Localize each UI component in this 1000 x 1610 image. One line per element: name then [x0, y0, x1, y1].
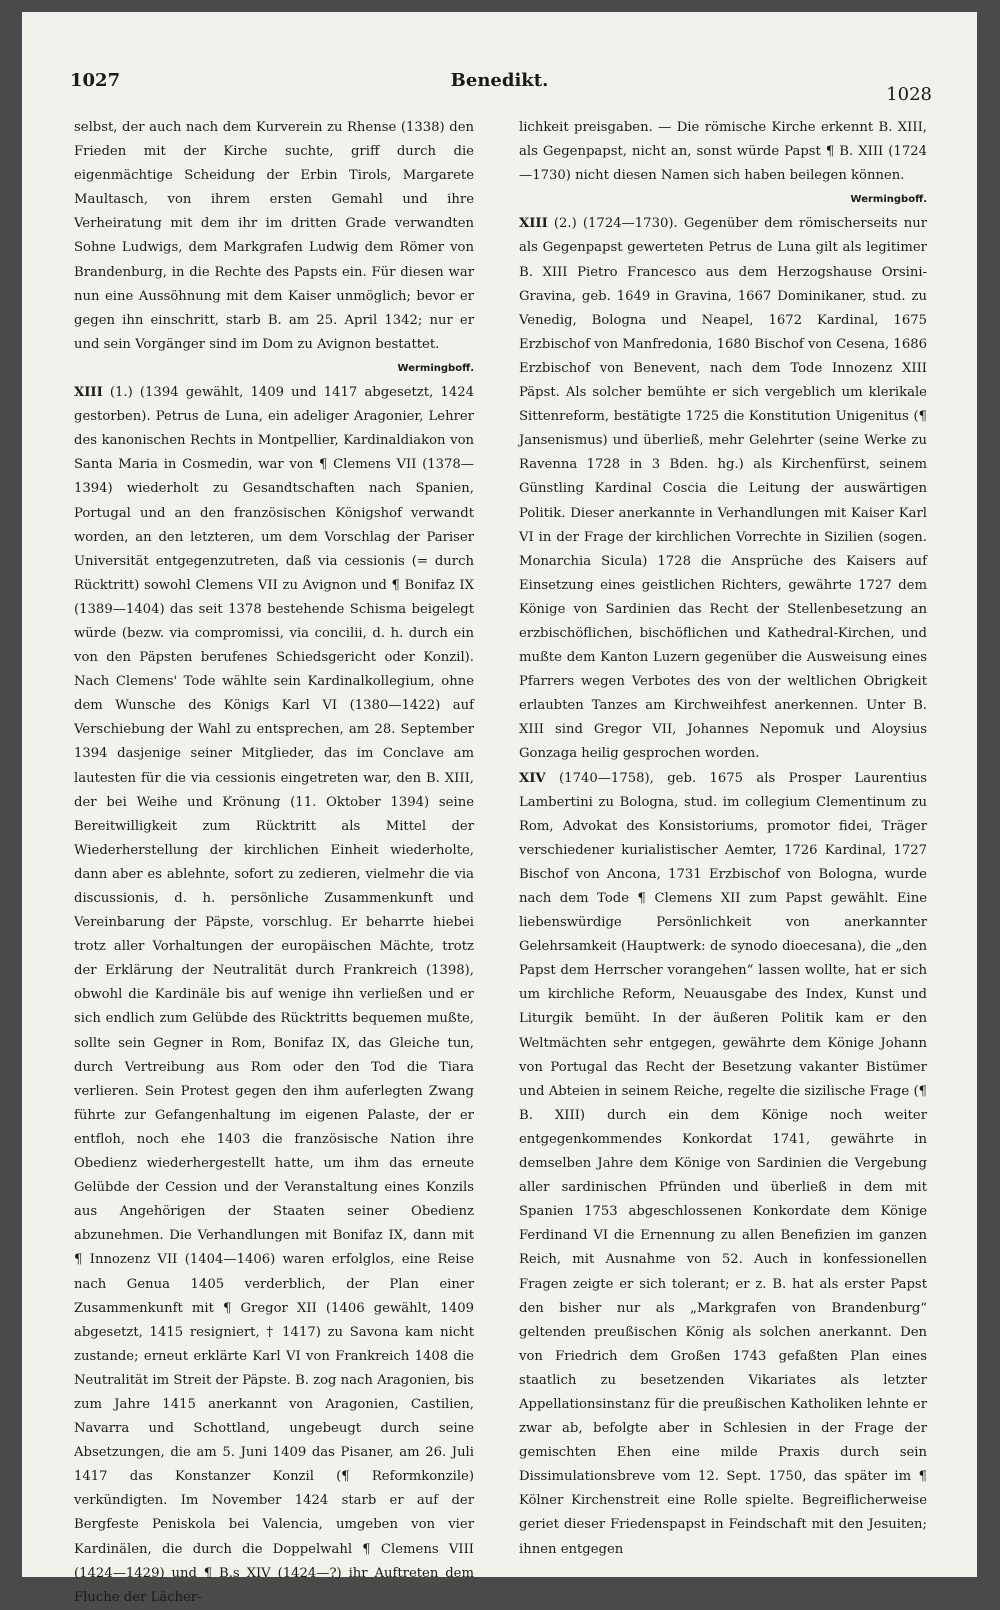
page-title: Benedikt. [450, 70, 549, 91]
paragraph-xiii-2 [519, 212, 927, 766]
entry-text: (1.) (1394 gewählt, 1409 und 1417 abgesetzt, 1424 gestorben). Petrus de Luna, ein adeliger Aragonier, Lehrer des kanonischen Rechts in Montpellier, Kardinaldiakon von Santa Maria in Cosmedin, war von ¶ Clemens VII (1378—1394) wiederholt zu Gesandtschaften nach Spanien, Portugal und an den französischen Königshof verwandt worden, an den letzteren, um dem Vorschlag der Pariser Universität entgegenzutreten, daß via cessionis (= durch Rücktritt) sowohl Clemens VII zu Avignon und ¶ Bonifaz IX (1389—1404) das seit 1378 bestehende Schisma beigelegt würde (bezw. via compromissi, via concilii, d. h. durch ein von den Päpsten berufenes Schiedsgericht oder Konzil). Nach Clemens' Tode wählte sein Kardinalkollegium, ohne dem Wunsche des Königs Karl VI (1380—1422) auf Verschiebung der Wahl zu entsprechen, am 28. September 1394 dasjenige seiner Mitglieder, das im Conclave am lautesten für die via cessionis eingetreten war, den B. XIII, der bei Weihe und Krönung (11. Oktober 1394) seine Bereitwilligkeit zum Rücktritt als Mittel der Wiederherstellung der kirchlichen Einheit wiederholte, dann aber es ablehnte, sofort zu zedieren, vielmehr die via discussionis, d. h. persönliche Zusammenkunft und Vereinbarung der Päpste, vorschlug. Er beharrte hiebei trotz aller Vorhaltungen der europäischen Mächte, trotz der Erklärung der Neutralität durch Frankreich (1398), obwohl die Kardinäle bis auf wenige ihn verließen und er sich endlich zum Gelübde des Rücktritts bequemen mußte, sollte sein Gegner in Rom, Bonifaz IX, das Gleiche tun, durch Vertreibung aus Rom oder den Tod die Tiara verlieren. Sein Protest gegen den ihm auferlegten Zwang führte zur Gefangenhaltung im eigenen Palaste, der er entfloh, noch ehe 1403 die französische Nation ihre Obedienz wiederhergestellt hatte, um ihm das erneute Gelübde der Cession und der Veranstaltung eines Konzils aus Angehörigen der Staaten seiner Obedienz abzunehmen. Die Verhandlungen mit Bonifaz IX, dann mit ¶ Innozenz VII (1404—1406) waren erfolglos, eine Reise nach Genua 1405 verderblich, der Plan einer Zusammenkunft mit ¶ Gregor XII (1406 gewählt, 1409 abgesetzt, 1415 resigniert, † 1417) zu Savona kam nicht zustande; erneut erklärte Karl VI von Frankreich 1408 die Neutralität im Streit der Päpste. B. zog nach Aragonien, bis zum Jahre 1415 anerkannt von Aragonien, Castilien, Navarra und Schottland, ungebeugt durch seine Absetzungen, die am 5. Juni 1409 das Pisaner, am 26. Juli 1417 das Konstanzer Konzil (¶ Reformkonzile) verkündigten. Im November 1424 starb er auf der Bergfeste Peniskola bei Valencia, umgeben von vier Kardinälen, die durch die Doppelwahl ¶ Clemens VIII (1424—1429) und ¶ B.s XIV (1424—?) ihr Auftreten dem Fluche der Lächer- [74, 385, 474, 1605]
entry-heading: XIV [519, 770, 546, 786]
entry-text: (2.) (1724—1730). Gegenüber dem römischerseits nur als Gegenpapst gewerteten Petrus de Luna gilt als legitimer B. XIII Pietro Francesco aus dem Herzogshause Orsini-Gravina, geb. 1649 in Gravina, 1667 Dominikaner, stud. zu Venedig, Bologna und Neapel, 1672 Kardinal, 1675 Erzbischof von Manfredonia, 1680 Bischof von Cesena, 1686 Erzbischof von Benevent, nach dem Tode Innozenz XIII Päpst. Als solcher bemühte er sich vergeblich um klerikale Sittenreform, bestätigte 1725 die Konstitution Unigenitus (¶ Jansenismus) und überließ, mehr Gelehrter (seine Werke zu Ravenna 1728 in 3 Bden. hg.) als Kirchenfürst, seinem Günstling Kardinal Coscia die Leitung der auswärtigen Politik. Dieser anerkannte in Verhandlungen mit Kaiser Karl VI in der Frage der kirchlichen Vorrechte in Sizilien (sogen. Monarchia Sicula) 1728 die Ansprüche des Kaisers auf Einsetzung eines geistlichen Richters, gewährte 1727 dem Könige von Sardinien das Recht der Stellenbesetzung an erzbischöflichen, bischöflichen und Kathedral-Kirchen, und mußte dem Kanton Luzern gegenüber die Ausweisung eines Pfarrers wegen Verbotes des von der weltlichen Obrigkeit erlaubten Tanzes am Kirchweihfest anerkennen. Unter B. XIII sind Gregor VII, Johannes Nepomuk und Aloysius Gonzaga heilig gesprochen worden. [519, 216, 927, 762]
paragraph-intro: selbst, der auch nach dem Kurverein zu Rhense (1338) den Frieden mit der Kirche suchte, griff durch die eigenmächtige Scheidung der Erbin Tirols, Margarete Maultasch, von ihrem ersten Gemahl und ihre Verheiratung mit dem ihr im dritten Grade verwandten Sohne Ludwigs, dem Markgrafen Ludwig dem Römer von Brandenburg, in die Rechte des Papsts ein. Für diesen war nun eine Aussöhnung mit dem Kaiser unmöglich; bevor er gegen ihn einschritt, starb B. am 25. April 1342; nur er und sein Vorgänger sind im Dom zu Avignon bestattet. [74, 120, 474, 352]
author-signature: Wermingboff. [850, 194, 927, 206]
right-column [519, 116, 927, 1556]
entry-heading: XIII [519, 216, 548, 232]
left-page-number: 1027 [70, 70, 121, 91]
right-page-number: 1028 [886, 84, 932, 105]
left-column [74, 116, 474, 1605]
paragraph-xiii-1 [74, 381, 474, 1610]
document-page [22, 12, 977, 1605]
entry-heading: XIII [74, 385, 103, 401]
paragraph-xiv [519, 767, 927, 1562]
paragraph-continuation: lichkeit preisgaben. — Die römische Kirche erkennt B. XIII, als Gegenpapst, nicht an, sonst würde Papst ¶ B. XIII (1724—1730) nicht diesen Namen sich haben beilegen können. [519, 120, 927, 184]
entry-text: (1740—1758), geb. 1675 als Prosper Laurentius Lambertini zu Bologna, stud. im collegium Clementinum zu Rom, Advokat des Konsistoriums, promotor fidei, Träger verschiedener kurialistischer Aemter, 1726 Kardinal, 1727 Bischof von Ancona, 1731 Erzbischof von Bologna, wurde nach dem Tode ¶ Clemens XII zum Papst gewählt. Eine liebenswürdige Persönlichkeit von anerkannter Gelehrsamkeit (Hauptwerk: de synodo dioecesana), die „den Papst dem Herrscher vorangehen“ lassen wollte, hat er sich um kirchliche Reform, Neuausgabe des Index, Kunst und Liturgik bemüht. In der äußeren Politik kam er den Weltmächten sehr entgegen, gewährte dem Könige Johann von Portugal das Recht der Besetzung vakanter Bistümer und Abteien in seinem Reiche, regelte die sizilische Frage (¶ B. XIII) durch ein dem Könige noch weiter entgegenkommendes Konkordat 1741, gewährte in demselben Jahre dem Könige von Sardinien die Vergebung aller sardinischen Pfründen und überließ in dem mit Spanien 1753 abgeschlossenen Konkordate dem Könige Ferdinand VI die Ernennung zu allen Benefizien im ganzen Reich, mit Ausnahme von 52. Auch in konfessionellen Fragen zeigte er sich tolerant; er z. B. hat als erster Papst den bisher nur als „Markgrafen von Brandenburg“ geltenden preußischen König als solchen anerkannt. Den von Friedrich dem Großen 1743 gefaßten Plan eines staatlich zu besetzenden Vikariates als letzter Appellationsinstanz für die preußischen Katholiken lehnte er zwar ab, befolgte aber in Schlesien in der Frage der gemischten Ehen eine milde Praxis durch sein Dissimulationsbreve vom 12. Sept. 1750, das später im ¶ Kölner Kirchenstreit eine Rolle spielte. Begreiflicherweise geriet dieser Friedenspapst in Feindschaft mit den Jesuiten; ihnen entgegen [519, 770, 928, 1557]
author-signature: Wermingboff. [397, 362, 474, 374]
